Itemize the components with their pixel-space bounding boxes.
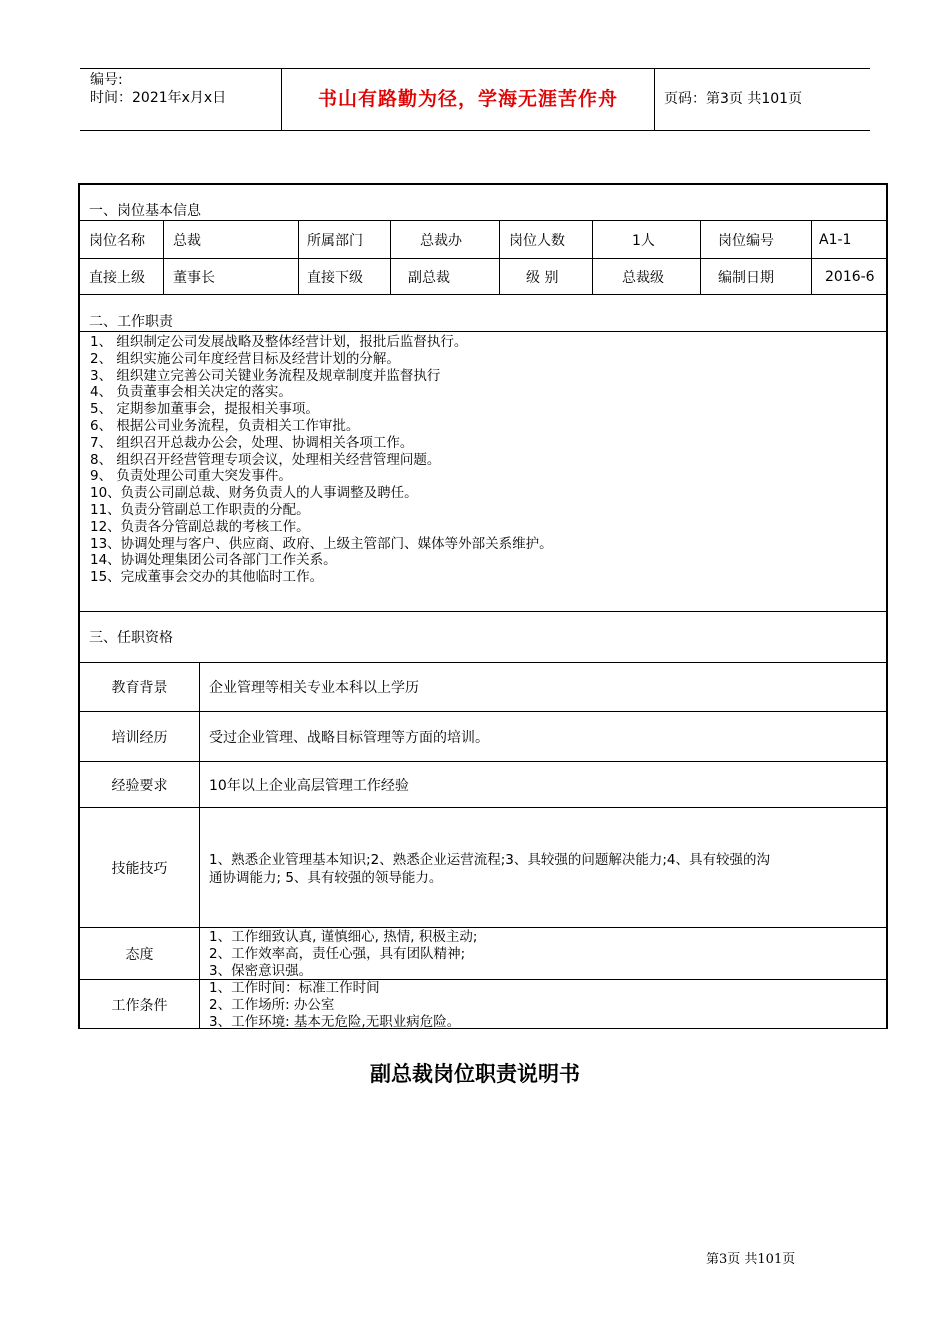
experience-value: 10年以上企业高层管理工作经验 bbox=[209, 777, 409, 794]
list-item: 2、工作效率高，责任心强，具有团队精神; bbox=[209, 946, 466, 962]
skills-line: 通协调能力; 5、具有较强的领导能力。 bbox=[209, 870, 443, 886]
cell-headcount: 1人 bbox=[632, 232, 655, 249]
cell-date: 2016-6 bbox=[825, 268, 875, 285]
skills-label: 技能技巧 bbox=[111, 860, 168, 877]
cell-level-label: 级 别 bbox=[526, 269, 559, 286]
skills-line: 1、熟悉企业管理基本知识;2、熟悉企业运营流程;3、具较强的问题解决能力;4、具有较强的沟 bbox=[209, 852, 771, 868]
time-label: 时间：2021年x月x日 bbox=[90, 90, 227, 106]
list-item: 12、负责各分管副总裁的考核工作。 bbox=[90, 518, 310, 535]
list-item: 1、 组织制定公司发展战略及整体经营计划，报批后监督执行。 bbox=[90, 334, 468, 350]
training-label: 培训经历 bbox=[111, 729, 168, 746]
list-item: 8、 组织召开经营管理专项会议，处理相关经营管理问题。 bbox=[90, 451, 441, 468]
page-header bbox=[80, 68, 870, 131]
cell-subordinate: 副总裁 bbox=[408, 269, 450, 286]
job-description-table bbox=[78, 183, 888, 1029]
attitude-label: 态度 bbox=[125, 946, 154, 963]
list-item: 4、 负责董事会相关决定的落实。 bbox=[90, 384, 292, 401]
list-item: 5、 定期参加董事会，提报相关事项。 bbox=[90, 401, 319, 418]
number-label: 编号: bbox=[90, 72, 123, 88]
skills-value bbox=[209, 851, 770, 887]
cell-superior: 董事长 bbox=[173, 269, 215, 286]
cell-position-name-label: 岗位名称 bbox=[89, 232, 145, 249]
conditions-label: 工作条件 bbox=[111, 997, 168, 1014]
cell-level: 总裁级 bbox=[622, 269, 664, 286]
list-item: 2、 组织实施公司年度经营目标及经营计划的分解。 bbox=[90, 350, 400, 367]
list-item: 7、 组织召开总裁办公会，处理、协调相关各项工作。 bbox=[90, 434, 414, 451]
list-item: 9、 负责处理公司重大突发事件。 bbox=[90, 468, 292, 485]
list-item: 2、工作场所: 办公室 bbox=[209, 997, 335, 1013]
section-duties-title: 二、工作职责 bbox=[89, 314, 173, 330]
header-motto: 书山有路勤为径，学海无涯苦作舟 bbox=[317, 88, 618, 110]
list-item: 15、完成董事会交办的其他临时工作。 bbox=[90, 569, 324, 586]
conditions-value bbox=[209, 980, 460, 1031]
header-divider bbox=[654, 69, 655, 130]
experience-label: 经验要求 bbox=[111, 777, 168, 794]
cell-subordinate-label: 直接下级 bbox=[307, 269, 363, 286]
cell-position-code-label: 岗位编号 bbox=[718, 232, 774, 249]
list-item: 3、工作环境: 基本无危险,无职业病危险。 bbox=[209, 1014, 461, 1030]
duties-list bbox=[90, 334, 553, 586]
section-qualification-title: 三、任职资格 bbox=[89, 630, 173, 646]
section-basic-title: 一、岗位基本信息 bbox=[89, 203, 201, 219]
header-page-info: 页码：第3页 共101页 bbox=[664, 91, 803, 107]
list-item: 3、保密意识强。 bbox=[209, 963, 313, 979]
cell-department: 总裁办 bbox=[420, 232, 462, 249]
education-label: 教育背景 bbox=[111, 680, 168, 696]
header-meta bbox=[90, 71, 226, 107]
cell-position-name: 总裁 bbox=[173, 232, 201, 249]
list-item: 3、 组织建立完善公司关键业务流程及规章制度并监督执行 bbox=[90, 367, 441, 384]
cell-headcount-label: 岗位人数 bbox=[509, 232, 565, 249]
cell-department-label: 所属部门 bbox=[307, 232, 363, 249]
list-item: 11、负责分管副总工作职责的分配。 bbox=[90, 501, 310, 518]
list-item: 10、负责公司副总裁、财务负责人的人事调整及聘任。 bbox=[90, 485, 418, 502]
cell-superior-label: 直接上级 bbox=[89, 269, 145, 286]
list-item: 14、协调处理集团公司各部门工作关系。 bbox=[90, 552, 337, 569]
page-footer: 第3页 共101页 bbox=[706, 1252, 796, 1267]
attitude-value bbox=[209, 929, 477, 980]
cell-position-code: A1-1 bbox=[819, 231, 852, 248]
training-value: 受过企业管理、战略目标管理等方面的培训。 bbox=[209, 729, 489, 746]
next-section-title: 副总裁岗位职责说明书 bbox=[370, 1062, 580, 1086]
list-item: 1、工作时间：标准工作时间 bbox=[209, 980, 380, 996]
list-item: 6、 根据公司业务流程，负责相关工作审批。 bbox=[90, 417, 360, 434]
education-value: 企业管理等相关专业本科以上学历 bbox=[209, 680, 419, 696]
list-item: 1、工作细致认真, 谨慎细心, 热情, 积极主动; bbox=[209, 929, 478, 945]
list-item: 13、协调处理与客户、供应商、政府、上级主管部门、媒体等外部关系维护。 bbox=[90, 535, 553, 552]
cell-date-label: 编制日期 bbox=[718, 269, 774, 286]
